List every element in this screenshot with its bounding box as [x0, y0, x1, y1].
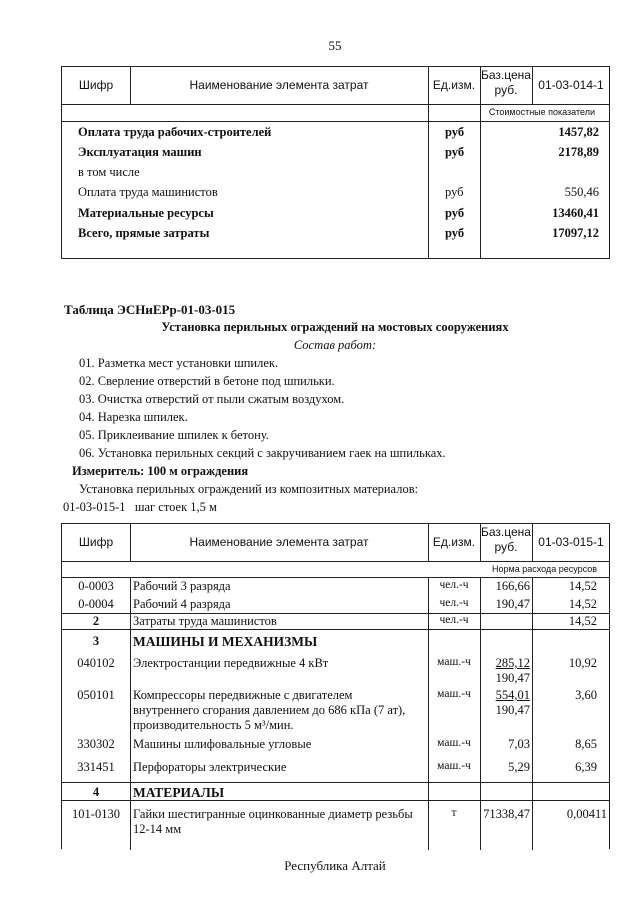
row-norm: 10,92 — [568, 656, 597, 670]
row-name: Всего, прямые затраты — [78, 226, 210, 240]
row-code: 2 — [92, 614, 100, 628]
row-price-secondary: 190,47 — [495, 703, 530, 717]
header-name: Наименование элемента затрат — [189, 535, 369, 549]
cost-table — [61, 66, 610, 259]
row-name: Рабочий 4 разряда — [133, 597, 231, 611]
row-price-secondary: 190,47 — [495, 671, 530, 685]
description: Установка перильных ограждений из композитных материалов: — [79, 482, 419, 496]
row-price: 285,12 — [495, 656, 530, 670]
row-code: 101-0130 — [72, 807, 120, 821]
row-value: 13460,41 — [552, 206, 599, 220]
row-code: 040102 — [77, 656, 115, 670]
section-code: 4 — [92, 785, 100, 799]
row-name: Оплата труда машинистов — [78, 185, 218, 199]
footer-region: Республика Алтай — [284, 858, 386, 873]
row-norm: 8,65 — [575, 737, 597, 751]
row-value: 2178,89 — [558, 145, 599, 159]
table-label: Таблица ЭСНиЕРр-01-03-015 — [64, 302, 236, 317]
row-unit: чел.-ч — [439, 579, 469, 591]
code-line: 01-03-015-1 шаг стоек 1,5 м — [63, 500, 217, 514]
resource-table — [61, 523, 610, 849]
row-name-line: Гайки шестигранные оцинкованные диаметр резьбы — [133, 807, 413, 821]
row-code: 331451 — [77, 760, 115, 774]
work-item: 05. Приклеивание шпилек к бетону. — [79, 428, 269, 442]
header-name: Наименование элемента затрат — [189, 78, 369, 92]
work-item: 03. Очистка отверстий от пыли сжатым воздухом. — [79, 392, 345, 406]
row-name: Перфораторы электрические — [133, 760, 287, 774]
row-price: 190,47 — [495, 597, 530, 611]
row-name: Электростанции передвижные 4 кВт — [133, 656, 329, 670]
row-price: 166,66 — [495, 579, 530, 593]
header-unit: Ед.изм. — [432, 78, 476, 92]
row-unit: руб — [445, 125, 465, 139]
row-unit: руб — [445, 206, 465, 220]
row-norm: 14,52 — [568, 579, 597, 593]
row-norm: 6,39 — [575, 760, 597, 774]
row-value: 1457,82 — [558, 125, 599, 139]
row-name: Эксплуатация машин — [78, 145, 202, 159]
row-norm: 14,52 — [568, 597, 597, 611]
row-code: 330302 — [77, 737, 115, 751]
row-unit: маш.-ч — [437, 737, 471, 749]
page-number: 55 — [328, 38, 342, 53]
work-item: 04. Нарезка шпилек. — [79, 410, 188, 424]
row-price: 7,03 — [508, 737, 530, 751]
header-code: Шифр — [78, 78, 114, 92]
row-unit: маш.-ч — [437, 688, 471, 700]
header-base-price-unit: руб. — [494, 83, 518, 97]
row-unit: маш.-ч — [437, 760, 471, 772]
row-name: Материальные ресурсы — [78, 206, 214, 220]
header-base-price: Баз.цена — [481, 68, 531, 82]
row-price: 554,01 — [495, 688, 530, 702]
row-code: 0-0004 — [78, 597, 114, 611]
works-heading: Состав работ: — [293, 338, 377, 352]
row-norm: 14,52 — [568, 614, 597, 628]
section-code: 3 — [92, 634, 100, 648]
row-name: Затраты труда машинистов — [133, 614, 277, 628]
row-name-line: Компрессоры передвижные с двигателем — [133, 688, 353, 702]
row-name: Рабочий 3 разряда — [133, 579, 231, 593]
row-norm: 3,60 — [575, 688, 597, 702]
row-unit: руб — [445, 226, 465, 240]
row-name-line: 12-14 мм — [133, 822, 182, 836]
row-name: в том числе — [78, 165, 140, 179]
row-price: 71338,47 — [483, 807, 530, 821]
row-name: Машины шлифовальные угловые — [133, 737, 312, 751]
header-unit: Ед.изм. — [432, 535, 476, 549]
section-name: МАТЕРИАЛЫ — [133, 785, 225, 800]
subheader: Норма расхода ресурсов — [492, 564, 597, 574]
row-value: 550,46 — [564, 185, 599, 199]
header-base-price: Баз.цена — [481, 525, 531, 539]
row-price: 5,29 — [508, 760, 530, 774]
header-base-price-unit: руб. — [494, 540, 518, 554]
section-name: МАШИНЫ И МЕХАНИЗМЫ — [133, 634, 318, 649]
work-item: 01. Разметка мест установки шпилек. — [79, 356, 279, 370]
section-title: Установка перильных ограждений на мостовых сооружениях — [161, 320, 509, 334]
header-code: Шифр — [78, 535, 114, 549]
row-code: 050101 — [77, 688, 115, 702]
row-name-line: внутреннего сгорания давлением до 686 кПа (7 ат), — [133, 703, 406, 717]
row-unit: руб — [445, 145, 465, 159]
row-unit: маш.-ч — [437, 656, 471, 668]
row-code: 0-0003 — [78, 579, 114, 593]
row-name-line: производительность 5 м³/мин. — [133, 718, 294, 732]
row-norm: 0,00411 — [566, 807, 607, 821]
row-value: 17097,12 — [552, 226, 599, 240]
row-unit: т — [451, 807, 457, 819]
work-item: 02. Сверление отверстий в бетоне под шпильки. — [79, 374, 335, 388]
header-norm-code: 01-03-015-1 — [538, 535, 604, 549]
work-item: 06. Установка перильных секций с закручиванием гаек на шпильках. — [79, 446, 446, 460]
header-norm-code: 01-03-014-1 — [538, 78, 604, 92]
measure: Измеритель: 100 м ограждения — [72, 464, 249, 478]
row-unit: руб — [445, 185, 464, 199]
subheader: Стоимостные показатели — [488, 107, 595, 117]
row-unit: чел.-ч — [439, 614, 469, 626]
row-unit: чел.-ч — [439, 597, 469, 609]
row-name: Оплата труда рабочих-строителей — [78, 125, 272, 139]
